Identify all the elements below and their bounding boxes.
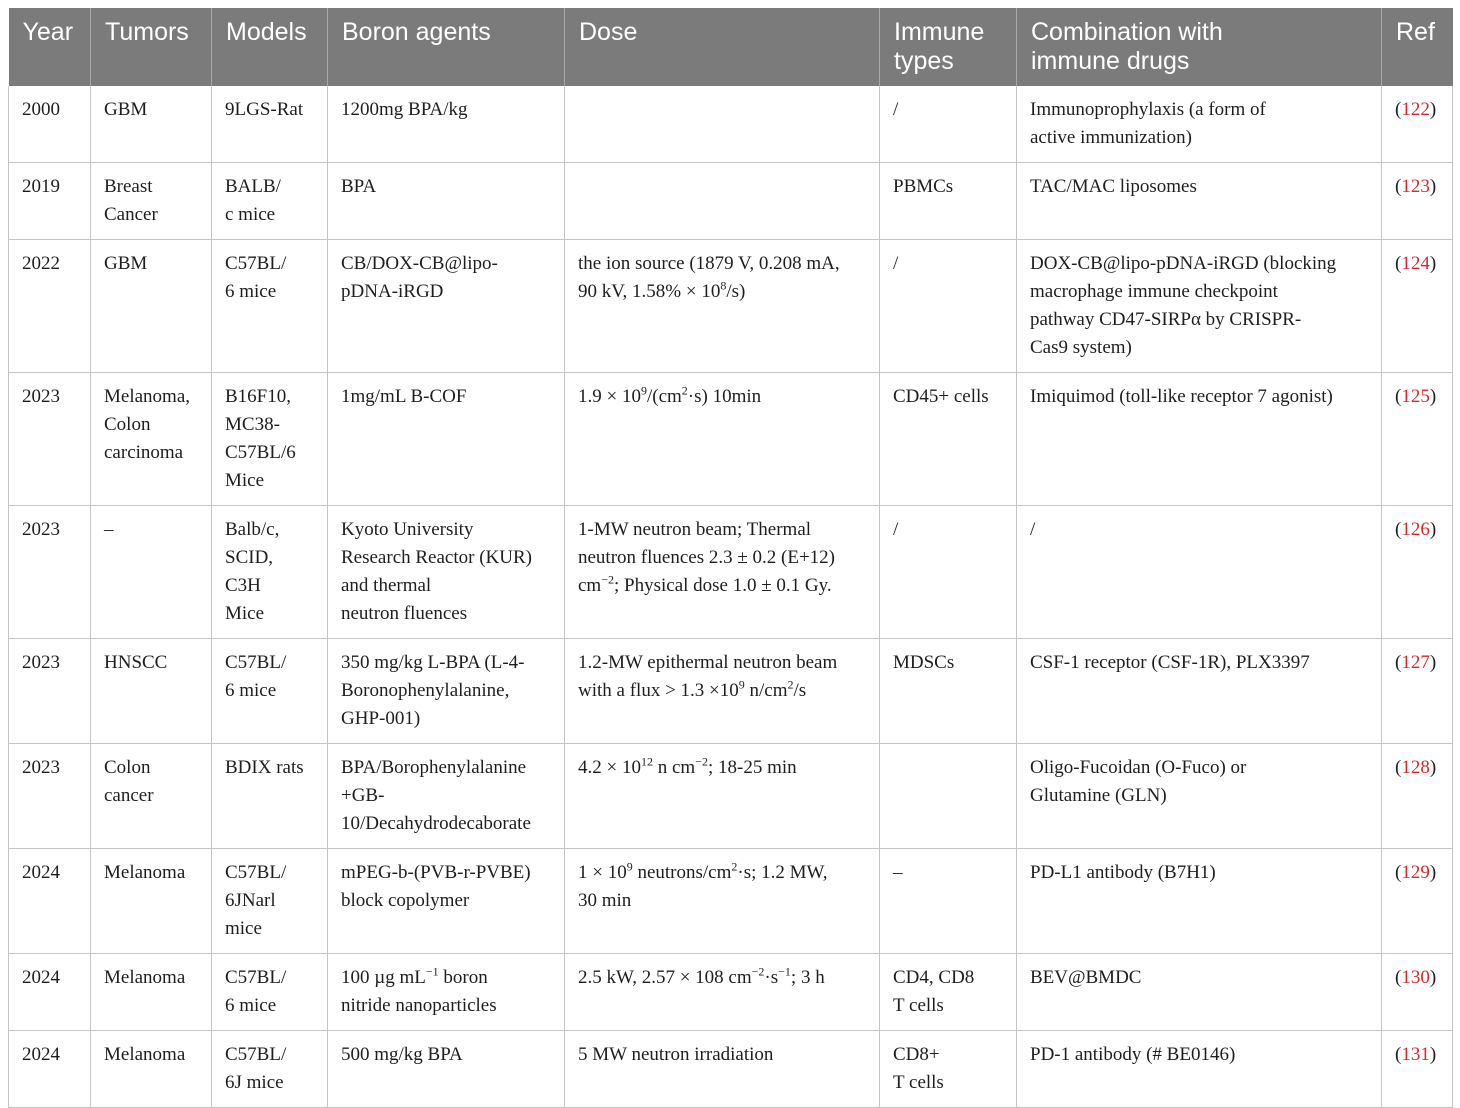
table-row [9, 86, 1453, 163]
reference-link[interactable]: 124 [1401, 253, 1430, 274]
cell-tumors: Breast Cancer [91, 163, 212, 240]
header-ref: Ref [1382, 8, 1453, 86]
cell-year: 2024 [9, 849, 91, 954]
cell-year: 2019 [9, 163, 91, 240]
cell-boron: 100 µg $mL^{-1}$ boron nitride nanoparticles [328, 954, 565, 1031]
cell-tumors: Melanoma [91, 849, 212, 954]
data-table [8, 8, 1453, 1108]
reference-link[interactable]: 125 [1401, 386, 1430, 407]
cell-tumors: – [91, 506, 212, 639]
cell-models: 9LGS-Rat [212, 86, 328, 163]
cell-dose: $1.9 \times 10^9/(cm^2\cdot s)$ 10min [565, 373, 880, 506]
cell-combo: PD-L1 antibody (B7H1) [1017, 849, 1382, 954]
cell-dose: 1-MW neutron beam; Thermal neutron fluences 2.3 ± 0.2 (E+12) $cm^{-2}$; Physical dose 1.0 ± 0.1 Gy. [565, 506, 880, 639]
cell-combo: TAC/MAC liposomes [1017, 163, 1382, 240]
cell-ref: (125) [1382, 373, 1453, 506]
table-row [9, 639, 1453, 744]
cell-immune: CD8+ T cells [880, 1031, 1017, 1108]
reference-link[interactable]: 123 [1401, 176, 1430, 197]
table-row [9, 506, 1453, 639]
cell-dose: 5 MW neutron irradiation [565, 1031, 880, 1108]
reference-link[interactable]: 128 [1401, 757, 1430, 778]
cell-year: 2022 [9, 240, 91, 373]
cell-dose [565, 163, 880, 240]
cell-models: B16F10, MC38- C57BL/6 Mice [212, 373, 328, 506]
header-models: Models [212, 8, 328, 86]
cell-dose: 2.5 kW, 2.57 × 108 $cm^{-2}\cdot s^{-1}$; 3 h [565, 954, 880, 1031]
cell-year: 2024 [9, 954, 91, 1031]
cell-dose: $4.2 \times 10^{12}$ n $cm^{-2}$; 18-25 min [565, 744, 880, 849]
cell-tumors: GBM [91, 86, 212, 163]
cell-boron: BPA/Borophenylalanine +GB- 10/Decahydrodecaborate [328, 744, 565, 849]
cell-immune [880, 744, 1017, 849]
header-combination: Combination with immune drugs [1017, 8, 1382, 86]
cell-models: Balb/c, SCID, C3H Mice [212, 506, 328, 639]
cell-boron: Kyoto University Research Reactor (KUR) and thermal neutron fluences [328, 506, 565, 639]
cell-models: C57BL/ 6 mice [212, 639, 328, 744]
header-row [9, 8, 1453, 86]
table-row [9, 163, 1453, 240]
cell-boron: BPA [328, 163, 565, 240]
table-row [9, 1031, 1453, 1108]
cell-combo: Immunoprophylaxis (a form of active immunization) [1017, 86, 1382, 163]
cell-ref: (126) [1382, 506, 1453, 639]
table-row [9, 373, 1453, 506]
table-row [9, 954, 1453, 1031]
cell-immune: MDSCs [880, 639, 1017, 744]
cell-tumors: Melanoma [91, 1031, 212, 1108]
cell-year: 2024 [9, 1031, 91, 1108]
cell-combo: BEV@BMDC [1017, 954, 1382, 1031]
cell-ref: (131) [1382, 1031, 1453, 1108]
cell-ref: (127) [1382, 639, 1453, 744]
cell-models: C57BL/ 6 mice [212, 954, 328, 1031]
cell-ref: (122) [1382, 86, 1453, 163]
cell-combo: Oligo-Fucoidan (O-Fuco) or Glutamine (GLN) [1017, 744, 1382, 849]
cell-combo: DOX-CB@lipo-pDNA-iRGD (blocking macrophage immune checkpoint pathway CD47-SIRPα by CRISPR- Cas9 system) [1017, 240, 1382, 373]
cell-ref: (123) [1382, 163, 1453, 240]
cell-models: C57BL/ 6 mice [212, 240, 328, 373]
cell-year: 2023 [9, 373, 91, 506]
header-dose: Dose [565, 8, 880, 86]
cell-dose: $1 \times 10^9$ neutrons/$cm^2\cdot s$; 1.2 MW, 30 min [565, 849, 880, 954]
cell-immune: CD4, CD8 T cells [880, 954, 1017, 1031]
cell-boron: CB/DOX-CB@lipo- pDNA-iRGD [328, 240, 565, 373]
header-tumors: Tumors [91, 8, 212, 86]
cell-boron: mPEG-b-(PVB-r-PVBE) block copolymer [328, 849, 565, 954]
cell-combo: / [1017, 506, 1382, 639]
reference-link[interactable]: 130 [1401, 967, 1430, 988]
reference-link[interactable]: 131 [1401, 1044, 1430, 1065]
cell-tumors: HNSCC [91, 639, 212, 744]
cell-boron: 350 mg/kg L-BPA (L-4- Boronophenylalanine, GHP-001) [328, 639, 565, 744]
table-row [9, 744, 1453, 849]
reference-link[interactable]: 122 [1401, 99, 1430, 120]
cell-tumors: Melanoma, Colon carcinoma [91, 373, 212, 506]
cell-models: C57BL/ 6J mice [212, 1031, 328, 1108]
table-row [9, 849, 1453, 954]
reference-link[interactable]: 127 [1401, 652, 1430, 673]
cell-year: 2000 [9, 86, 91, 163]
reference-link[interactable]: 126 [1401, 519, 1430, 540]
cell-ref: (124) [1382, 240, 1453, 373]
cell-ref: (130) [1382, 954, 1453, 1031]
cell-models: C57BL/ 6JNarl mice [212, 849, 328, 954]
cell-immune: – [880, 849, 1017, 954]
cell-year: 2023 [9, 639, 91, 744]
cell-combo: Imiquimod (toll-like receptor 7 agonist) [1017, 373, 1382, 506]
cell-tumors: GBM [91, 240, 212, 373]
cell-dose [565, 86, 880, 163]
cell-combo: CSF-1 receptor (CSF-1R), PLX3397 [1017, 639, 1382, 744]
cell-immune: / [880, 240, 1017, 373]
cell-ref: (129) [1382, 849, 1453, 954]
reference-link[interactable]: 129 [1401, 862, 1430, 883]
cell-immune: PBMCs [880, 163, 1017, 240]
cell-year: 2023 [9, 506, 91, 639]
cell-dose: 1.2-MW epithermal neutron beam with a flux > $1.3 \times 10^9$ $n/cm^2/s$ [565, 639, 880, 744]
cell-tumors: Colon cancer [91, 744, 212, 849]
cell-models: BALB/ c mice [212, 163, 328, 240]
cell-boron: 500 mg/kg BPA [328, 1031, 565, 1108]
cell-immune: CD45+ cells [880, 373, 1017, 506]
cell-year: 2023 [9, 744, 91, 849]
header-boron-agents: Boron agents [328, 8, 565, 86]
cell-immune: / [880, 506, 1017, 639]
cell-tumors: Melanoma [91, 954, 212, 1031]
header-immune-types: Immune types [880, 8, 1017, 86]
cell-combo: PD-1 antibody (# BE0146) [1017, 1031, 1382, 1108]
header-year: Year [9, 8, 91, 86]
table-row [9, 240, 1453, 373]
cell-models: BDIX rats [212, 744, 328, 849]
cell-dose: the ion source (1879 V, 0.208 mA, 90 kV, $1.58\% \times 10^8/s$) [565, 240, 880, 373]
cell-boron: 1200mg BPA/kg [328, 86, 565, 163]
cell-boron: 1mg/mL B-COF [328, 373, 565, 506]
cell-ref: (128) [1382, 744, 1453, 849]
cell-immune: / [880, 86, 1017, 163]
